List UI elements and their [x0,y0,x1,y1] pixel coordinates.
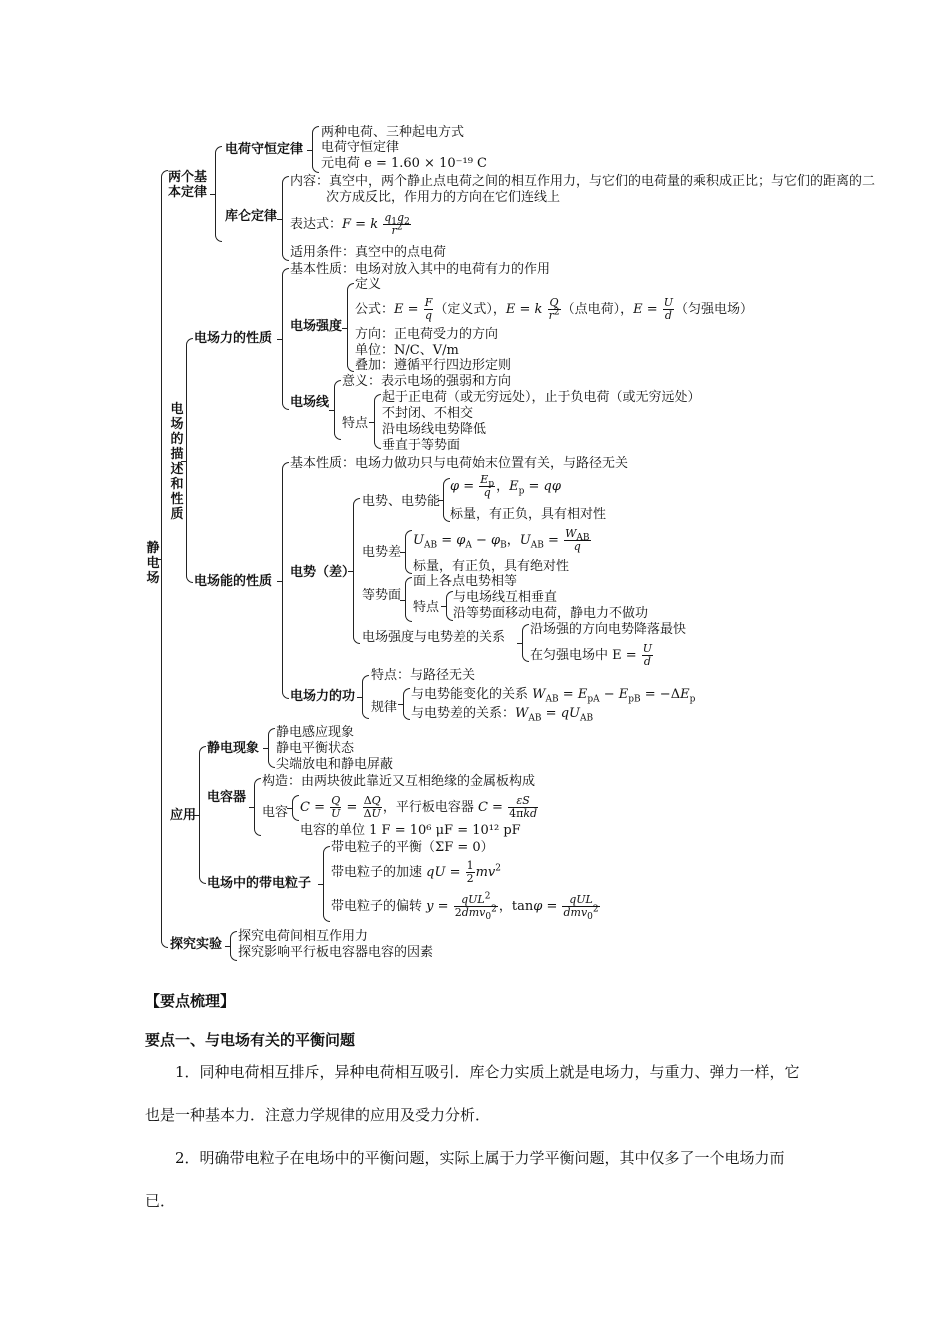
intensity-direction: 方向：正电荷受力的方向 [355,327,499,342]
particle-label: 电场中的带电粒子 [207,876,312,891]
lines-label: 电场线 [290,395,330,410]
equi-feature-2: 沿等势面移动电荷，静电力不做功 [453,606,649,621]
phenomena-label: 静电现象 [207,741,260,756]
section-heading: 【要点梳理】 [145,992,236,1010]
relation-brace [522,624,529,662]
laws-label: 两个基本定律 [168,170,208,200]
apply-label: 应用 [170,808,197,823]
relation-label: 电场强度与电势差的关系 [362,630,506,645]
phenomena-item-2: 静电平衡状态 [276,741,355,756]
work-law-brace [403,688,410,720]
experiment-label: 探究实验 [170,937,223,952]
energy-basic: 基本性质：电场力做功只与电荷始末位置有关，与路径无关 [290,456,629,471]
force-basic: 基本性质：电场对放入其中的电荷有力的作用 [290,262,551,277]
intensity-brace [347,283,354,372]
capacitor-cap-brace [292,795,299,821]
coulomb-condition: 适用条件：真空中的点电荷 [290,245,447,260]
lines-feature-2: 不封闭、不相交 [382,406,474,421]
describe-label: 电场的描述和性质 [170,402,184,522]
particle-deflect: 带电粒子的偏转 y = $\frac{qUL^2}{2dmv_0^2}$ ，tanφ = $\frac{\text{qUL}}{dmv_0^2}$ [331,891,599,923]
point-heading: 要点一、与电场有关的平衡问题 [145,1031,356,1049]
pe-brace [443,478,450,522]
equi-feature-1: 与电场线互相垂直 [453,590,558,605]
pe-note: 标量，有正负，具有相对性 [450,507,607,522]
capacitor-label: 电容器 [207,790,247,805]
pe-formula: φ = $\frac{E_p}{q}$ ，$E_p = q\varphi$ [450,473,561,499]
particle-accel: 带电粒子的加速 qU = $\frac{1}{2}$ $mv^2$ [331,859,502,885]
lines-feature-4: 垂直于等势面 [382,438,461,453]
particle-balance: 带电粒子的平衡（ΣF = 0） [331,840,494,855]
experiment-brace [230,931,237,961]
energy-label: 电场能的性质 [194,574,273,589]
root-label: 静电场 [146,541,160,586]
phenomena-item-3: 尖端放电和静电屏蔽 [276,757,394,772]
capacitor-formula: C = $\frac{Q}{U}$ = $\frac{\Delta Q}{\Delta U}$ ，平行板电容器 C = $\frac{\varepsilon S}{\text{4πkd}}$ [300,794,538,820]
conservation-item-1: 两种电荷、三种起电方式 [321,125,465,140]
diff-label: 电势差 [362,545,402,560]
equi-item: 面上各点电势相等 [413,574,518,589]
coulomb-expression: 表达式：F = k $\frac{q_1q_2}{r^2}$ [290,211,410,237]
capacitor-structure: 构造：由两块彼此靠近又互相绝缘的金属板构成 [262,774,536,789]
equi-feature-label: 特点 [413,600,440,615]
intensity-label: 电场强度 [290,319,343,334]
laws-brace [215,146,222,242]
paragraph-1: 1．同种电荷相互排斥，异种电荷相互吸引．库仑力实质上就是电场力，与重力、弹力一样，它也是一种基本力．注意力学规律的应用及受力分析． [145,1063,800,1124]
particle-brace [323,846,330,922]
phenomena-item-1: 静电感应现象 [276,725,355,740]
conservation-label: 电荷守恒定律 [225,142,304,157]
coulomb-content: 内容：真空中，两个静止点电荷之间的相互作用力，与它们的电荷量的乘积成正比；与它们的距离的二 [290,174,876,189]
work-law-1: 与电势能变化的关系 $W_{AB} = E_{pA} - E_{pB} = -\Delta E_p$ [411,687,696,705]
experiment-item-1: 探究电荷间相互作用力 [238,929,369,944]
coulomb-brace [282,176,289,261]
lines-feature-3: 沿电场线电势降低 [382,422,487,437]
intensity-superpose: 叠加：遵循平行四边形定则 [355,358,512,373]
work-brace [362,675,369,719]
root-brace [161,170,168,948]
relation-item-2: 在匀强电场中 E = $\frac{U}{d}$ [530,642,653,668]
diff-brace [405,530,412,574]
intensity-unit: 单位：N/C、V/m [355,343,459,358]
conservation-brace [312,126,319,173]
energy-brace [282,462,289,699]
lines-feature-brace [374,394,381,449]
work-law-2: 与电势差的关系：$W_{AB} = qU_{AB}$ [411,706,594,724]
lines-meaning: 意义：表示电场的强弱和方向 [342,374,512,389]
coulomb-label: 库仑定律 [225,209,278,224]
lines-feature-1: 起于正电荷（或无穷远处），止于负电荷（或无穷远处） [382,390,701,405]
conservation-item-3: 元电荷 e = 1.60 × 10⁻¹⁹ C [321,156,487,171]
experiment-item-2: 探究影响平行板电容器电容的因素 [238,945,434,960]
conservation-item-2: 电荷守恒定律 [321,140,400,155]
apply-brace [199,746,206,884]
work-law-label: 规律 [371,700,398,715]
work-feature: 特点：与路径无关 [371,668,476,683]
describe-brace [186,338,193,583]
relation-item-1: 沿场强的方向电势降落最快 [530,622,687,637]
equi-feature-brace [446,591,453,621]
capacitor-cap-label: 电容 [262,805,289,820]
lines-feature-label: 特点 [342,416,369,431]
diff-formula: $U_{AB} = \varphi_A - \varphi_B$，$U_{AB}$ = $\frac{W_{AB}}{q}$ [413,527,590,553]
capacitor-brace [254,778,261,836]
paragraph-2: 2．明确带电粒子在电场中的平衡问题，实际上属于力学平衡问题，其中仅多了一个电场力而已． [145,1149,785,1210]
capacitor-unit: 电容的单位 1 F = 10⁶ μF = 10¹² pF [300,823,521,838]
potential-label: 电势（差） [290,565,356,580]
equi-label: 等势面 [362,588,402,603]
diff-note: 标量，有正负，具有绝对性 [413,559,570,574]
potential-brace [353,498,360,644]
lines-brace [334,380,341,440]
force-label: 电场力的性质 [194,331,273,346]
work-label: 电场力的功 [290,689,356,704]
force-brace [282,268,289,410]
intensity-definition: 定义 [355,277,382,292]
intensity-formula: 公式：E = $\frac{F}{q}$ （定义式），E = k $\frac{Q}{r^2}$ （点电荷），E = $\frac{U}{d}$ （匀强电场） [355,296,754,322]
coulomb-content-2: 次方成反比，作用力的方向在它们连线上 [326,190,561,205]
pe-label: 电势、电势能 [362,494,441,509]
phenomena-brace [268,728,275,768]
equi-brace [405,577,412,622]
